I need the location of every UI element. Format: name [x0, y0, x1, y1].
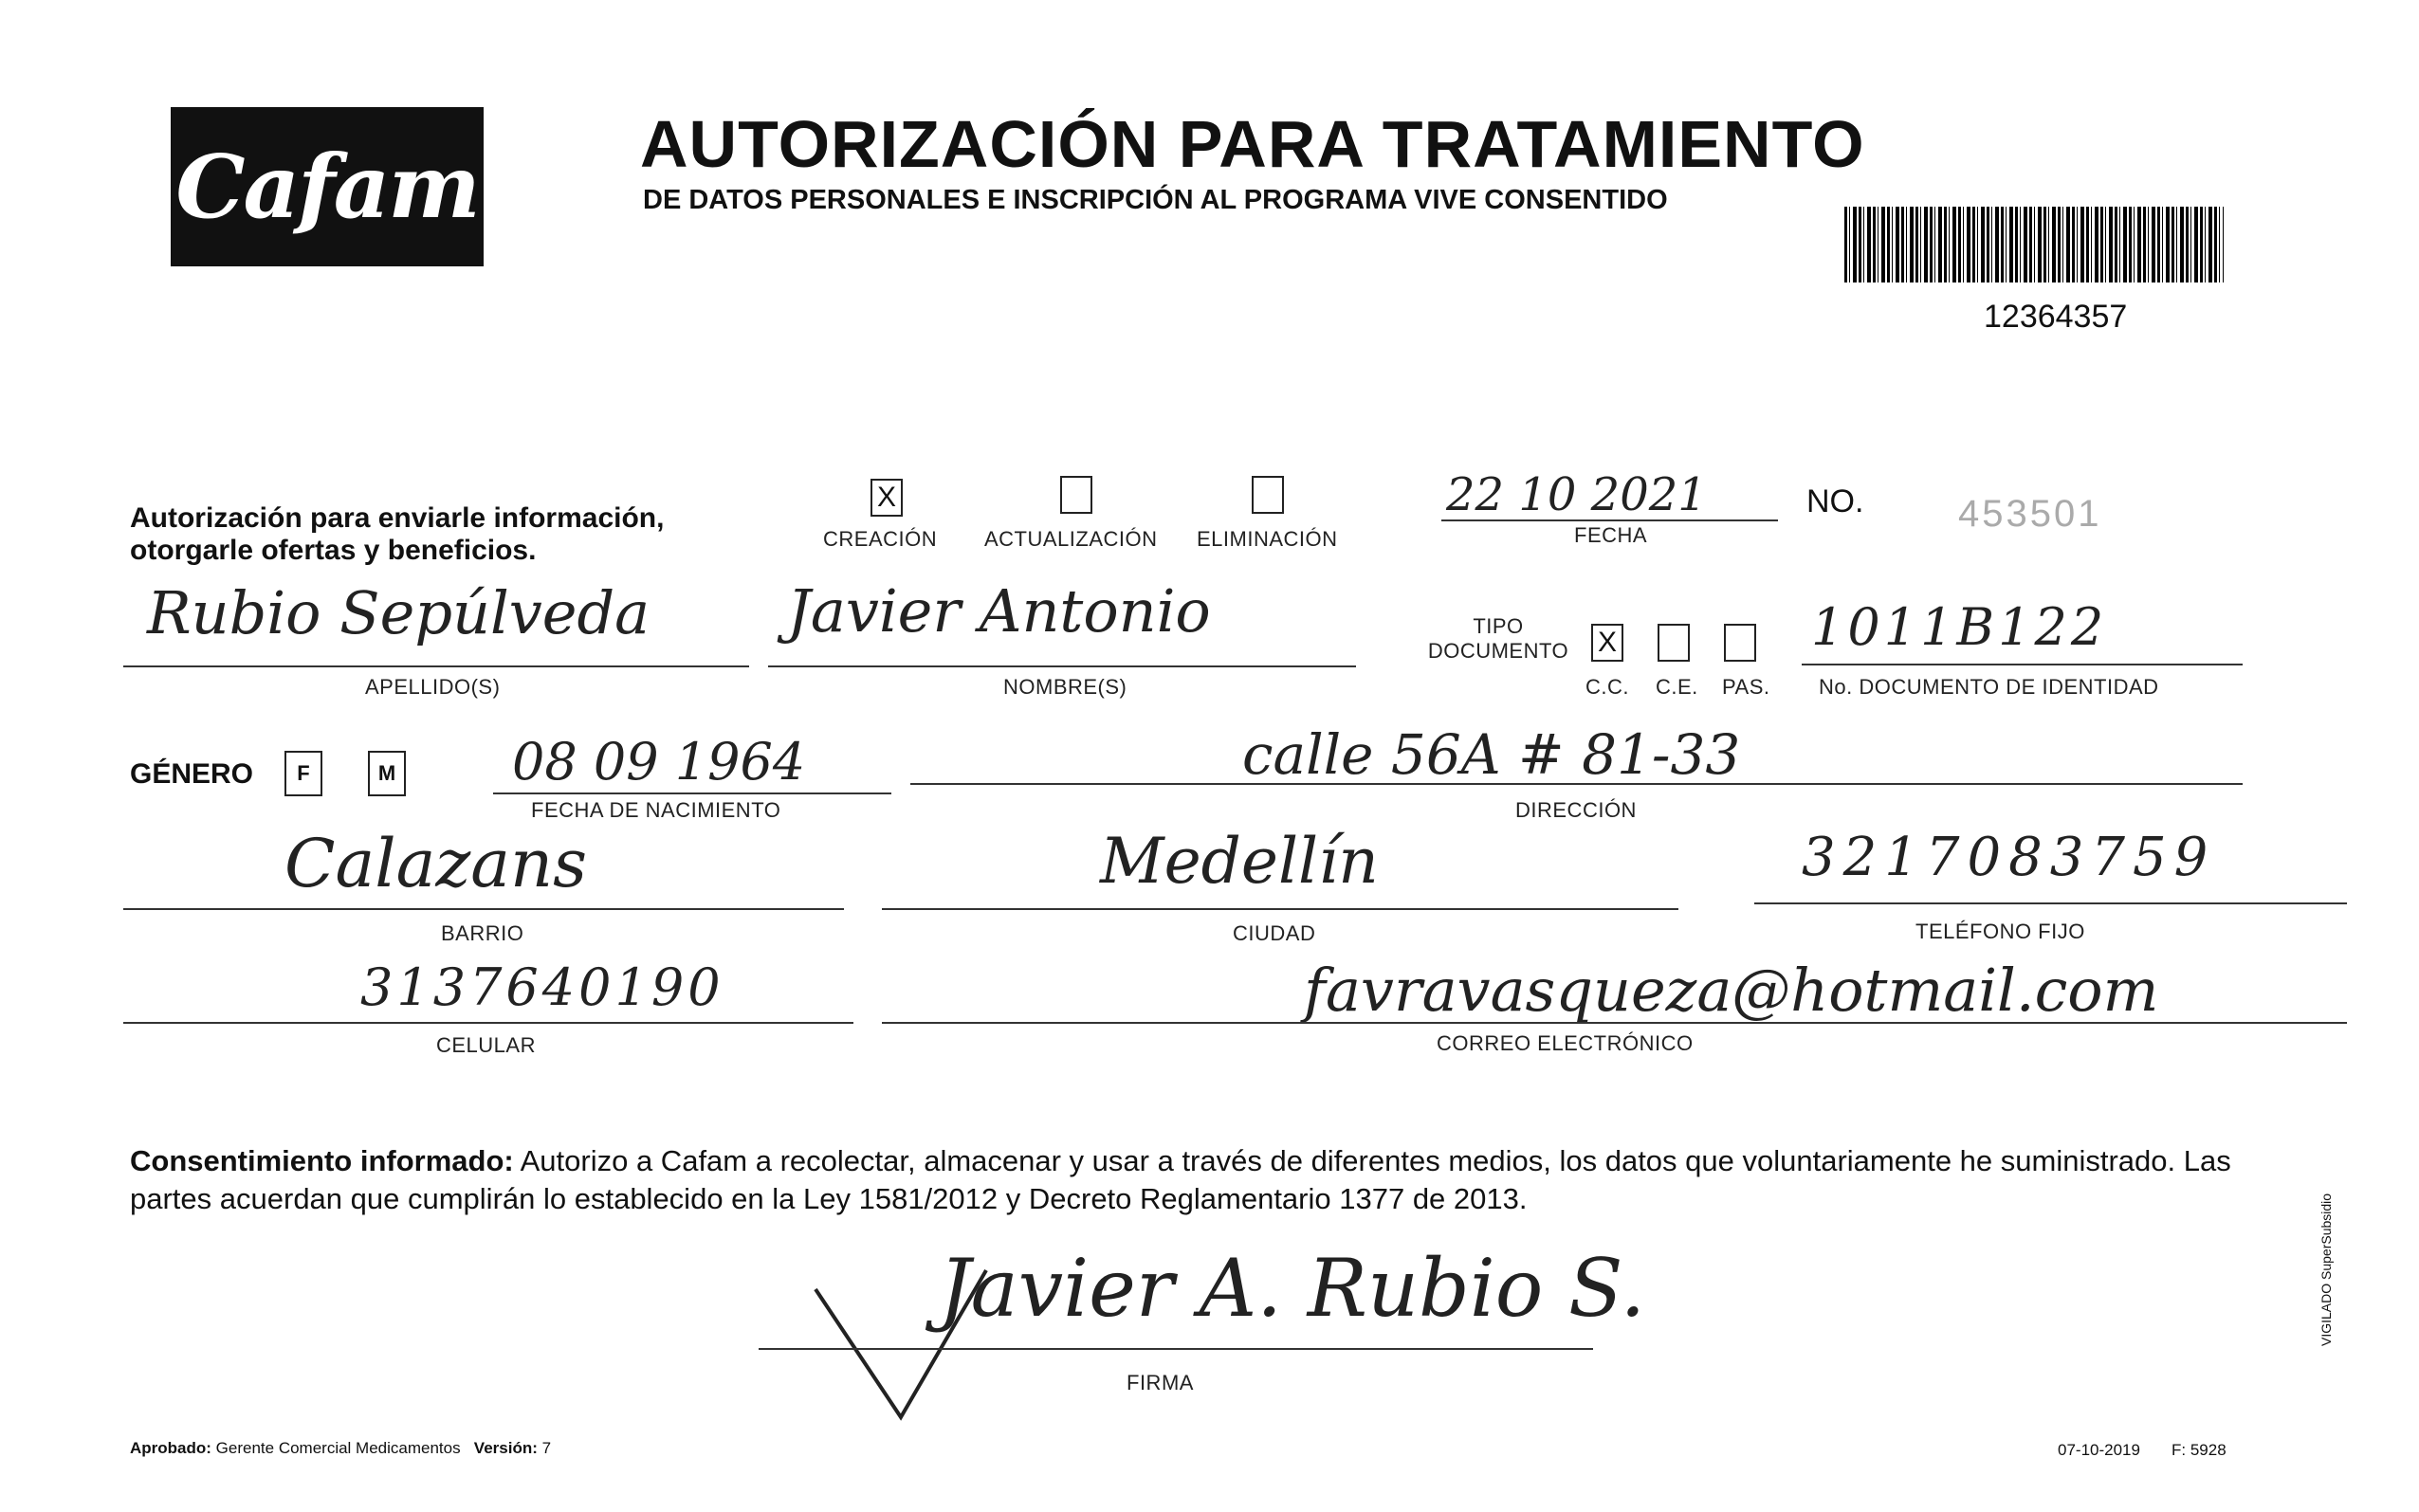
ce-label: C.E. [1656, 675, 1698, 699]
consent-label: Consentimiento informado: [130, 1144, 514, 1177]
signature-label: FIRMA [1127, 1371, 1194, 1394]
barrio-label: BARRIO [441, 921, 524, 945]
fecha-label: FECHA [1574, 523, 1648, 547]
direccion-label: DIRECCIÓN [1515, 798, 1637, 822]
form-title: AUTORIZACIÓN PARA TRATAMIENTO [640, 107, 1865, 181]
genero-f-checkbox[interactable]: F [284, 751, 322, 796]
correo-value: favravasqueza@hotmail.com [1304, 956, 2159, 1025]
consent-text: Autorizo a Cafam a recolectar, almacenar y usar a través de diferentes medios, los datos que voluntariamente he suministrado. Las partes acuerdan que cumplirán lo establecido en la Ley 1581/2012 y Decreto Reglamentario 1377 de 2013. [130, 1144, 2231, 1215]
nombres-value: Javier Antonio [787, 576, 1211, 646]
pas-label: PAS. [1722, 675, 1770, 699]
celular-label: CELULAR [436, 1033, 536, 1057]
telefono-label: TELÉFONO FIJO [1915, 920, 2085, 943]
cafam-logo [171, 107, 484, 266]
doc-number-value: 1011B122 [1811, 597, 2108, 657]
footer-approval [130, 1439, 551, 1458]
cc-checkbox[interactable]: X [1591, 624, 1623, 662]
aprobado-label: Aprobado: [130, 1439, 211, 1457]
footer-date: 07-10-2019 [2058, 1441, 2140, 1459]
doc-number-label: No. DOCUMENTO DE IDENTIDAD [1819, 675, 2159, 699]
footer-form-code: F: 5928 [2172, 1441, 2227, 1459]
barrio-value: Calazans [284, 825, 588, 902]
form-subtitle: DE DATOS PERSONALES E INSCRIPCIÓN AL PROGRAMA VIVE CONSENTIDO [643, 185, 1668, 215]
ciudad-label: CIUDAD [1233, 921, 1316, 945]
pas-checkbox[interactable] [1724, 624, 1756, 662]
signature-value: Javier A. Rubio S. [939, 1242, 1646, 1335]
no-value: 453501 [1958, 493, 2102, 535]
eliminacion-label: ELIMINACIÓN [1197, 527, 1338, 551]
correo-label: CORREO ELECTRÓNICO [1437, 1031, 1694, 1055]
no-label: NO. [1806, 483, 1864, 519]
fecha-nacimiento-value: 08 09 1964 [512, 732, 806, 792]
actualizacion-label: ACTUALIZACIÓN [984, 527, 1158, 551]
direccion-value: calle 56A # 81-33 [1242, 722, 1741, 787]
ce-checkbox[interactable] [1658, 624, 1690, 662]
telefono-value: 3217083759 [1802, 827, 2216, 888]
creacion-checkbox[interactable]: X [870, 479, 903, 517]
intro-text: Autorización para enviarle información, otorgarle ofertas y beneficios. [130, 502, 665, 566]
eliminacion-checkbox[interactable] [1252, 476, 1284, 514]
supersubsidio-seal: VIGILADO SuperSubsidio [2318, 1193, 2334, 1346]
apellidos-label: APELLIDO(S) [365, 675, 501, 699]
celular-value: 3137640190 [360, 957, 724, 1017]
cc-label: C.C. [1585, 675, 1629, 699]
nombres-label: NOMBRE(S) [1003, 675, 1127, 699]
genero-label: GÉNERO [130, 758, 254, 790]
fecha-value: 22 10 2021 [1446, 468, 1707, 521]
barcode-number: 12364357 [1984, 299, 2128, 335]
version-value: 7 [541, 1439, 552, 1457]
aprobado-value: Gerente Comercial Medicamentos [215, 1439, 461, 1457]
apellidos-value: Rubio Sepúlveda [147, 578, 651, 647]
ciudad-value: Medellín [1100, 825, 1379, 898]
creacion-label: CREACIÓN [823, 527, 938, 551]
version-label: Versión: [473, 1439, 538, 1457]
tipo-documento-label: TIPO DOCUMENTO [1427, 614, 1569, 663]
consent-paragraph [130, 1142, 2245, 1218]
fecha-nacimiento-label: FECHA DE NACIMIENTO [531, 798, 781, 822]
logo-text: Cafam [175, 136, 479, 238]
barcode [1844, 207, 2224, 282]
genero-m-checkbox[interactable]: M [368, 751, 406, 796]
actualizacion-checkbox[interactable] [1060, 476, 1092, 514]
